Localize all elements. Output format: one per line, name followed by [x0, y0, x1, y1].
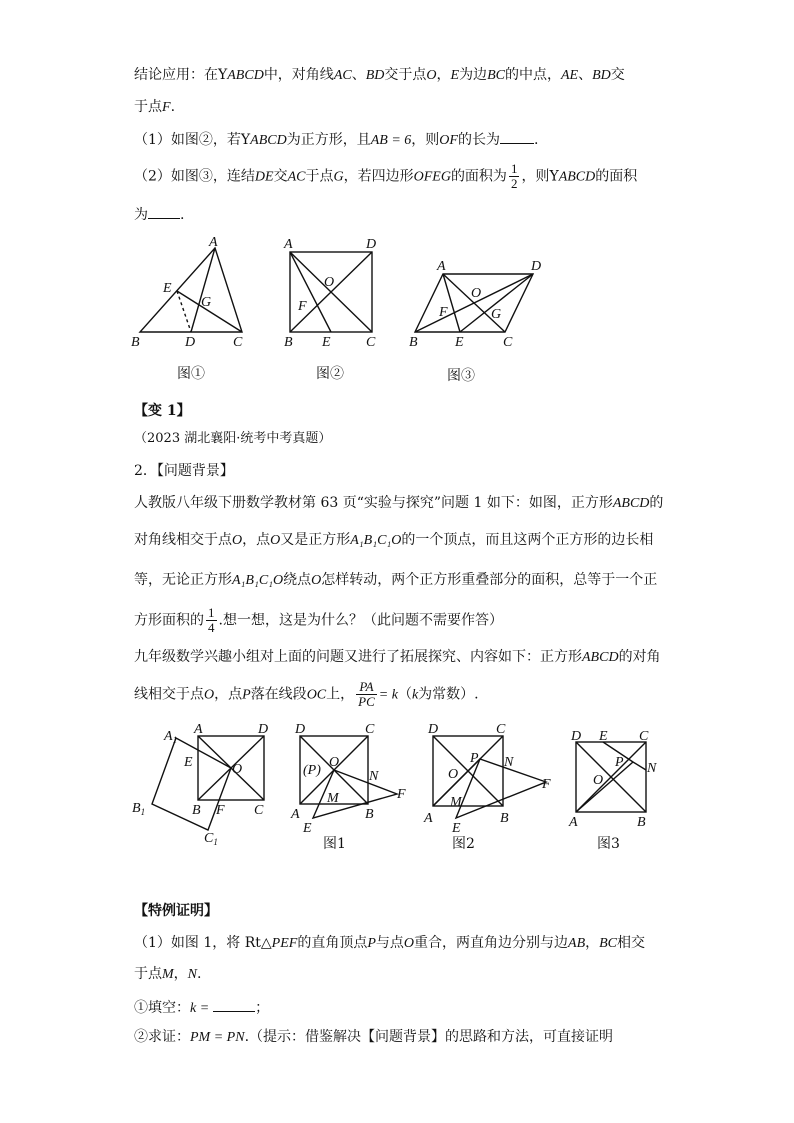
label-D: D [295, 722, 306, 737]
text: 的直角顶点 [297, 935, 368, 951]
parallelogram-symbol: Y [218, 67, 228, 83]
denominator: PC [358, 694, 375, 709]
label-G: G [491, 307, 502, 322]
label-F: F [298, 299, 307, 314]
label-P: P [615, 755, 624, 770]
text: 、 [578, 67, 593, 83]
caption: 图3 [597, 836, 620, 852]
text: . [533, 132, 539, 148]
math: O [204, 687, 215, 703]
label-D: D [258, 722, 269, 737]
math: ABCD [558, 169, 596, 185]
text: 的长为 [457, 132, 500, 148]
label-E: E [163, 281, 172, 296]
label-C: C [496, 722, 506, 737]
math: BC [599, 936, 618, 951]
text: 人教版八年级下册数学教材第 63 页“实验与探究”问题 1 如下：如图，正方形 [134, 495, 613, 511]
text: 上， [326, 686, 355, 703]
extension-line-1 [134, 648, 661, 667]
label-D: D [571, 729, 582, 744]
answer-blank[interactable] [500, 129, 534, 144]
label-F: F [439, 305, 448, 320]
background-line-4 [134, 606, 503, 635]
text: 为常数）. [418, 686, 479, 703]
label-A: A [291, 807, 300, 822]
label-B: B [365, 807, 374, 822]
text: ，点 [242, 532, 271, 548]
text: . [197, 966, 202, 982]
text: 的对角 [618, 649, 661, 665]
caption: 图② [316, 366, 344, 382]
label-C: C [233, 335, 243, 350]
math: OC [306, 687, 327, 703]
text: ，则 [411, 132, 440, 148]
text: . [180, 207, 185, 223]
answer-blank[interactable] [148, 204, 180, 219]
text: 怎样转动，两个正方形重叠部分的面积，总等于一个正 [321, 572, 658, 588]
fill-line [134, 997, 269, 1018]
text: （ [397, 686, 412, 703]
label-N: N [504, 755, 514, 770]
math: = k [378, 687, 398, 703]
label-B: B [192, 803, 201, 818]
math: O [426, 68, 437, 83]
label-A: A [437, 259, 446, 274]
background-line-3 [134, 571, 657, 590]
triangle-symbol: △ [260, 935, 272, 951]
math: OFEG [413, 169, 451, 185]
label-C: C [366, 335, 376, 350]
text: ①填空： [134, 1000, 190, 1016]
text: ，点 [214, 686, 243, 703]
text: 线相交于点 [134, 686, 204, 703]
special-line-2 [134, 965, 201, 984]
text: 的一个顶点，而且这两个正方形的边长相 [401, 532, 654, 548]
label-M: M [450, 795, 462, 810]
label-P: (P) [303, 763, 321, 778]
math: ABCD [582, 650, 619, 665]
figure-3 [405, 230, 550, 390]
label-D: D [185, 335, 196, 350]
figure-case-3 [565, 716, 675, 856]
text: 为 [134, 207, 148, 223]
label-B: B [284, 335, 293, 350]
fraction [509, 162, 520, 191]
text: .（提示：借鉴解决【问题背景】的思路和方法，可直接证明 [244, 1029, 614, 1045]
math: k [411, 687, 419, 703]
math: PM = PN [190, 1030, 245, 1045]
math: DE [254, 169, 274, 185]
label-A: A [284, 237, 293, 252]
text: 绕点 [283, 572, 312, 588]
math: A₁B₁C₁O [232, 573, 284, 588]
label-E: E [303, 821, 312, 836]
math: AC [333, 68, 352, 83]
caption: 图① [177, 366, 205, 382]
text: 交于点 [384, 67, 427, 83]
extension-line-2 [134, 680, 479, 709]
caption: 图1 [323, 836, 346, 852]
math: ABCD [250, 133, 287, 148]
math: P [367, 936, 376, 951]
label-N: N [369, 769, 379, 784]
math: G [333, 169, 344, 185]
text: 又是正方形 [280, 532, 351, 548]
label-E: E [184, 755, 193, 770]
text: 的面积 [595, 168, 638, 185]
numerator: PA [356, 680, 377, 695]
background-line-2 [134, 531, 653, 550]
label-F: F [542, 777, 551, 792]
question-number: 2．【问题背景】 [134, 463, 234, 479]
answer-blank[interactable] [213, 997, 255, 1012]
math: OF [439, 133, 458, 148]
label-F: F [397, 787, 406, 802]
text: 相交 [617, 935, 646, 951]
math: M [162, 967, 174, 982]
math: BD [365, 68, 385, 83]
text: ，则 [521, 168, 550, 185]
label-A1: $A_1$ [164, 729, 178, 745]
label-O: O [593, 773, 604, 788]
figure-1 [125, 230, 255, 390]
math: O [311, 573, 322, 588]
text: （1）如图 1，将 Rt [134, 935, 261, 951]
math: N [187, 967, 198, 982]
text: 、 [351, 67, 366, 83]
text: ②求证： [134, 1029, 190, 1045]
label-G: G [201, 295, 212, 310]
math: ABCD [227, 68, 264, 83]
label-B1: $B_1$ [132, 801, 146, 817]
text: 重合，两直角边分别与边 [414, 935, 569, 951]
math: ABCD [612, 496, 650, 511]
label-C: C [254, 803, 264, 818]
text: 于点 [305, 168, 334, 185]
parallelogram-symbol: Y [240, 132, 251, 148]
text: 结论应用：在 [134, 67, 218, 83]
label-O: O [329, 755, 340, 770]
text: 对角线相交于点 [134, 532, 232, 548]
prove-line [134, 1028, 613, 1047]
label-C: C [639, 729, 649, 744]
label-M: M [327, 791, 339, 806]
math: P [242, 687, 251, 703]
label-O: O [471, 286, 482, 301]
question-1 [134, 129, 538, 150]
math: BC [487, 68, 505, 83]
conclusion-line-2 [134, 98, 175, 117]
math: AE [560, 68, 579, 83]
label-E: E [322, 335, 331, 350]
label-B: B [131, 335, 140, 350]
math: BD [592, 68, 611, 83]
figure-case-2 [420, 716, 565, 856]
label-O: O [448, 767, 459, 782]
label-B: B [500, 811, 509, 826]
text: 交 [273, 168, 288, 185]
text: ； [255, 1000, 270, 1016]
math: k = [190, 1001, 210, 1016]
variant-source: （2023 湖北襄阳·统考中考真题） [134, 431, 332, 446]
label-C: C [365, 722, 375, 737]
text: 九年级数学兴趣小组对上面的问题又进行了拓展探究、内容如下：正方形 [134, 649, 582, 665]
label-O: O [324, 275, 335, 290]
caption: 图2 [452, 836, 475, 852]
label-P: P [470, 751, 479, 766]
text: 的中点， [504, 67, 561, 83]
label-F: F [216, 803, 225, 818]
figure-case-1 [283, 716, 418, 856]
text: 与点 [375, 935, 404, 951]
label-D: D [428, 722, 439, 737]
variant-title: 【变 1】 [134, 403, 191, 419]
text: 的面积为 [450, 168, 507, 185]
math: AC [287, 169, 306, 185]
text: .想一想，这是为什么？（此问题不需要作答） [218, 612, 503, 629]
text: ， [173, 966, 188, 982]
special-title: 【特例证明】 [134, 903, 218, 919]
text: 于点 [134, 99, 162, 115]
fraction [206, 606, 217, 635]
background-line-1 [134, 494, 663, 513]
label-N: N [647, 761, 657, 776]
label-A: A [424, 811, 433, 826]
text: 为边 [459, 67, 488, 83]
text: 等，无论正方形 [134, 572, 232, 588]
label-E: E [599, 729, 608, 744]
text: 的 [649, 495, 664, 511]
text: ，若四边形 [343, 168, 414, 185]
math: E [450, 68, 460, 83]
text: 方形面积的 [134, 612, 204, 629]
denominator: 2 [510, 176, 518, 191]
label-D: D [531, 259, 542, 274]
text: 于点 [134, 966, 162, 982]
text: . [170, 99, 176, 115]
label-O: O [232, 762, 243, 777]
text: 为正方形，且 [286, 132, 371, 148]
math: AB = 6 [370, 133, 412, 148]
text: ， [436, 67, 451, 83]
text: （2）如图③，连结 [134, 168, 255, 185]
label-B: B [409, 335, 418, 350]
figure-background [128, 716, 278, 851]
math: O [232, 533, 243, 548]
text: （1）如图②，若 [134, 132, 241, 148]
figure-2 [280, 230, 390, 390]
label-C1: $C_1$ [204, 831, 218, 847]
question-2 [134, 162, 637, 191]
math: AB [568, 936, 586, 951]
text: ， [585, 935, 600, 951]
parallelogram-symbol: Y [549, 168, 559, 185]
label-A: A [209, 235, 218, 250]
special-line-1 [134, 934, 645, 953]
denominator: 4 [208, 620, 215, 635]
label-A: A [569, 815, 578, 830]
label-E: E [452, 821, 461, 836]
caption: 图③ [447, 368, 475, 384]
label-C: C [503, 335, 513, 350]
label-B: B [637, 815, 646, 830]
text: 交 [610, 67, 625, 83]
math: O [270, 533, 281, 548]
math: F [162, 100, 171, 115]
math: O [403, 936, 415, 951]
numerator: 1 [208, 605, 215, 620]
math: A₁B₁C₁O [350, 533, 402, 548]
label-E: E [455, 335, 464, 350]
text: 落在线段 [250, 686, 307, 703]
fraction [356, 680, 377, 709]
numerator: 1 [510, 161, 518, 176]
label-D: D [366, 237, 377, 252]
label-A: A [194, 722, 203, 737]
math: PEF [271, 936, 298, 951]
question-2-cont [134, 204, 184, 224]
text: 中，对角线 [263, 67, 334, 83]
conclusion-line-1 [134, 66, 625, 85]
